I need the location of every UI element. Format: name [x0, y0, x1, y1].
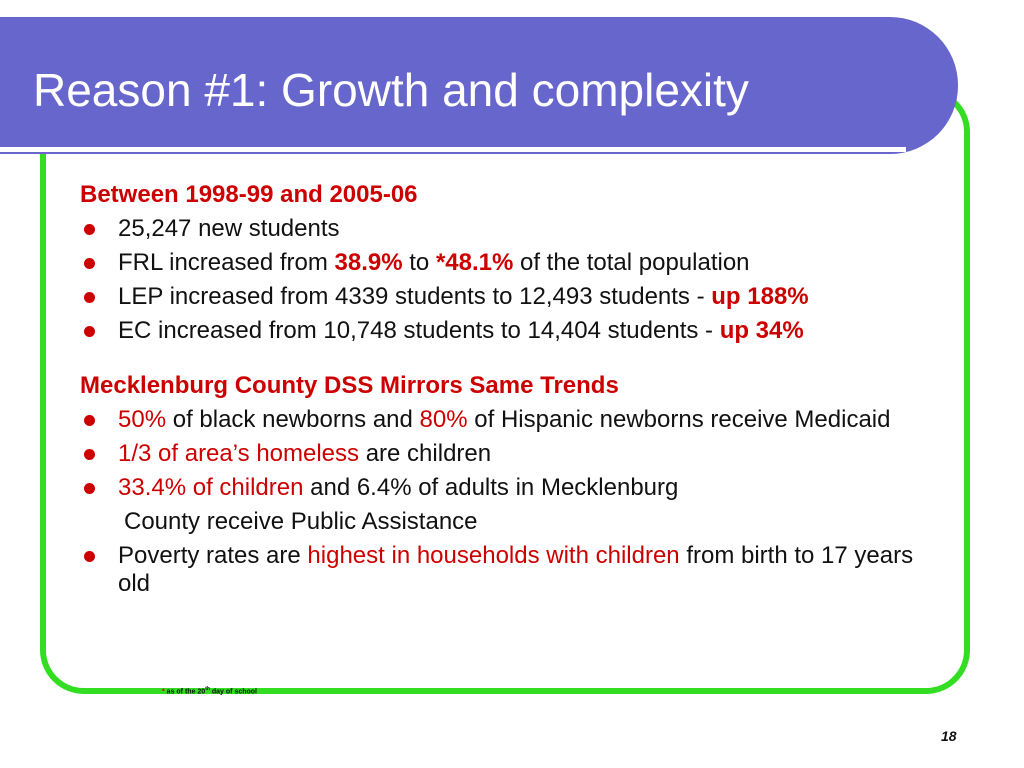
highlight-poverty: highest in households with children: [307, 542, 680, 569]
bullet-text: Poverty rates are: [118, 542, 308, 569]
bullet-dot-icon: [84, 415, 95, 426]
bullet-text: of the total population: [513, 249, 750, 276]
title-underline: [0, 147, 906, 152]
highlight-lep-growth: up 188%: [711, 283, 809, 310]
footnote: [162, 686, 257, 695]
highlight-homeless: 1/3 of area’s homeless: [118, 440, 360, 467]
highlight-children-assistance: 33.4% of children: [118, 474, 304, 501]
bullet-continuation: County receive Public Assistance: [124, 508, 478, 535]
footnote-sup: th: [205, 686, 210, 692]
bullet-text: are children: [359, 440, 492, 467]
page-number: 18: [941, 728, 957, 744]
bullet-text: and 6.4% of adults in Mecklenburg: [303, 474, 679, 501]
bullet-item-ec: [80, 317, 950, 345]
highlight-black-newborns: 50%: [118, 406, 167, 433]
highlight-frl-start: 38.9%: [334, 249, 403, 276]
bullet-item-public-assistance: [80, 474, 950, 502]
bullet-text: of Hispanic newborns receive Medicaid: [467, 406, 891, 433]
bullet-dot-icon: [84, 551, 95, 562]
bullet-item-homeless: [80, 440, 950, 468]
highlight-ec-growth: up 34%: [719, 317, 804, 344]
bullet-text: EC increased from 10,748 students to 14,404 students -: [118, 317, 720, 344]
bullet-item-medicaid: [80, 406, 950, 434]
highlight-hispanic-newborns: 80%: [419, 406, 468, 433]
slide-title: Reason #1: Growth and complexity: [33, 64, 749, 116]
bullet-dot-icon: [84, 292, 95, 303]
section-heading-growth: Between 1998-99 and 2005-06: [80, 181, 418, 208]
title-bar: [0, 17, 958, 154]
footnote-text: as of the 20: [164, 688, 206, 696]
bullet-text: FRL increased from: [118, 249, 335, 276]
bullet-item-new-students: [80, 215, 950, 243]
bullet-text: of black newborns and: [166, 406, 420, 433]
footnote-text-end: day of school: [209, 688, 257, 696]
slide-content: [80, 181, 950, 604]
bullet-dot-icon: [84, 449, 95, 460]
bullet-text: to: [402, 249, 436, 276]
bullet-dot-icon: [84, 258, 95, 269]
bullet-dot-icon: [84, 483, 95, 494]
bullet-text: 25,247 new students: [118, 215, 340, 242]
bullet-item-poverty: [80, 542, 950, 598]
bullet-dot-icon: [84, 326, 95, 337]
bullet-dot-icon: [84, 224, 95, 235]
footnote-star: *: [162, 688, 165, 696]
bullet-item-frl: [80, 249, 950, 277]
section-heading-dss: Mecklenburg County DSS Mirrors Same Trends: [80, 372, 619, 399]
highlight-frl-end: *48.1%: [435, 249, 514, 276]
bullet-text: LEP increased from 4339 students to 12,493 students -: [118, 283, 712, 310]
bullet-text: from birth to 17 years old: [118, 542, 914, 597]
bullet-item-lep: [80, 283, 950, 311]
